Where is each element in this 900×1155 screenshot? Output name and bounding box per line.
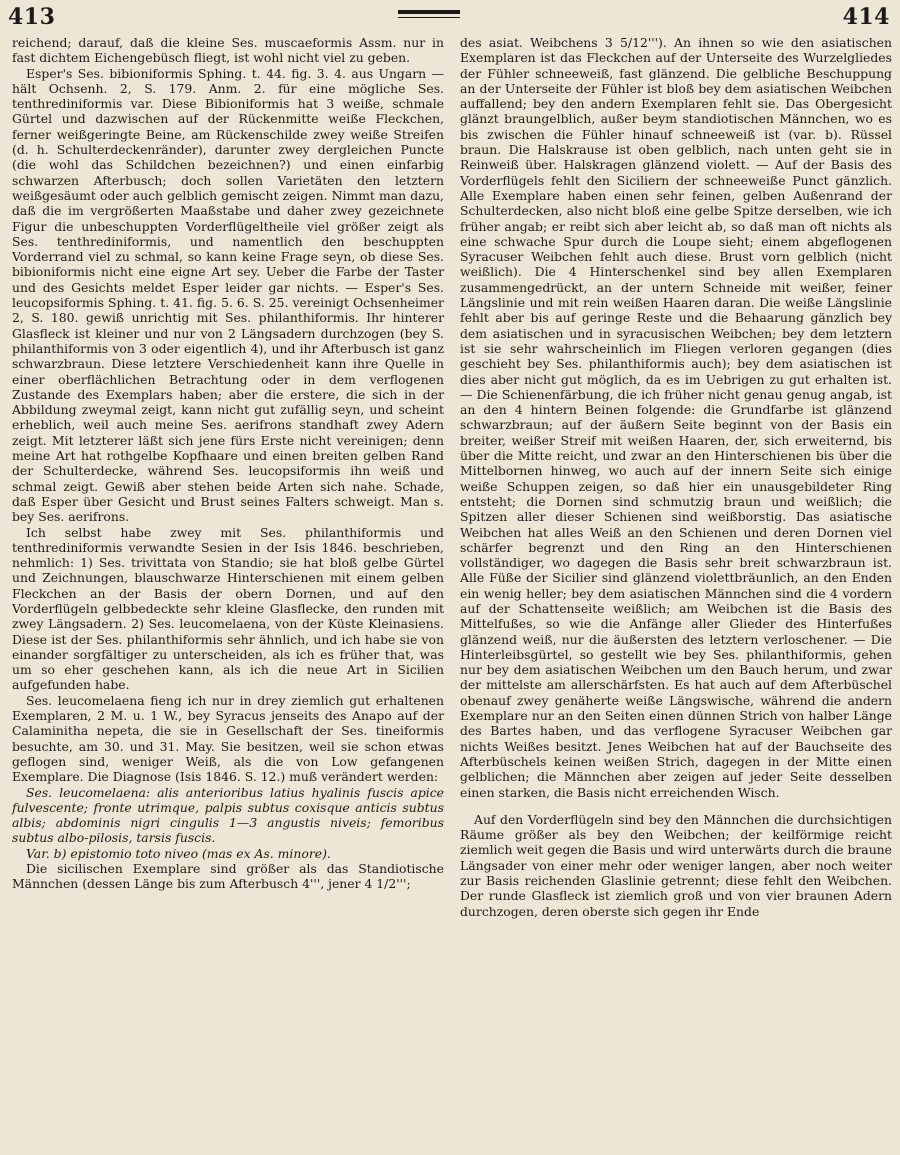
paragraph: Die sicilischen Exemplare sind größer als das Standiotische Männchen (dessen Länge bis zum Afterbusch 4''', jener 4 1/2'''; <box>12 861 444 892</box>
paragraph: Ses. leucomelaena fieng ich nur in drey ziemlich gut erhaltenen Exemplaren, 2 M. u. 1 W., bey Syracus jenseits des Anapo auf der Calaminitha nepeta, die sie in Gesellschaft der Ses. tineiformis besuchte, am 30. und 31. May. Sie besitzen, weil sie schon etwas geflogen sind, weniger Weiß, als die von Low gefangenen Exemplare. Die Diagnose (Isis 1846. S. 12.) muß verändert werden: <box>12 692 444 785</box>
paragraph: Esper's Ses. bibioniformis Sphing. t. 44. fig. 3. 4. aus Ungarn — hält Ochsenh. 2, S. 179. Anm. 2. für eine mögliche Ses. tenthrediniformis var. Diese Bibioniformis hat 3 weiße, schmale Gürtel und dazwischen auf der Rückenmitte weiße Fleckchen, ferner weißgeringte Beine, am Rückenschilde zwey weiße Streifen (d. h. Schulterdeckenränder), darunter zwey dergleichen Puncte (die wohl das Schildchen bezeichnen?) und einen einfarbig schwarzen Afterbusch; doch sollen Varietäten den letztern weißgesäumt oder auch gelblich gemischt zeigen. Nimmt man dazu, daß die im vergrößerten Maaßstabe und daher zwey gezeichnete Figur die unbeschuppten Vorderflügeltheile viel größer zeigt als Ses. tenthrediniformis, und namentlich den beschuppten Vorderrand viel zu schmal, so kann keine Frage seyn, ob diese Ses. bibioniformis nicht eine eigne Art sey. Ueber die Farbe der Taster und des Gesichts meldet Esper leider gar nichts. — Esper's Ses. leucopsiformis Sphing. t. 41. fig. 5. 6. S. 25. vereinigt Ochsenheimer 2, S. 180. gewiß unrichtig mit Ses. philanthiformis. Ihr hinterer Glasfleck ist kleiner und nur von 2 Längsadern durchzogen (bey S. philanthiformis von 3 oder eigentlich 4), und ihr Afterbusch ist ganz schwarzbraun. Diese letztere Verschiedenheit kann ihre Quelle in einer oberflächlichen Betrachtung oder in dem verflogenen Zustande des Exemplars haben; aber die erstere, die sich in der Abbildung zweymal zeigt, kann nicht gut zufällig seyn, und scheint erheblich, weil auch meine Ses. aerifrons standhaft zwey Adern zeigt. Mit letzterer läßt sich jene fürs Erste nicht vereinigen; denn meine Art hat rothgelbe Kopfhaare und einen breiten gelben Rand der Schulterdecke, während Ses. leucopsiformis ihn weiß und schmal zeigt. Gewiß aber stehen beide Arten sich nahe. Schade, daß Esper über Gesicht und Brust seines Falters schweigt. Man s. bey Ses. aerifrons. <box>12 65 444 525</box>
paragraph: Ich selbst habe zwey mit Ses. philanthiformis und tenthrediniformis verwandte Sesien in der Isis 1846. beschrieben, nehmlich: 1) Ses. trivittata von Standio; sie hat bloß gelbe Gürtel und Zeichnungen, blauschwarze Hinterschienen mit einem gelben Fleckchen an der Basis der obern Dornen, und auf den Vorderflügeln gelbbedeckte sehr kleine Glasflecke, den runden mit zwey Längsadern. 2) Ses. leucomelaena, von der Küste Kleinasiens. Diese ist der Ses. philanthiformis sehr ähnlich, und ich habe sie von einander sorgfältiger zu unterscheiden, als ich es früher that, was um so eher geschehen kann, als ich die neue Art in Sicilien aufgefunden habe. <box>12 524 444 693</box>
header-rule-thick <box>398 10 460 14</box>
latin-diagnosis: Ses. leucomelaena: alis anterioribus latius hyalinis fuscis apice fulvescente; fronte utrimque, palpis subtus coxisque anticis subtus albis; abdominis nigri cingulis 1—3 angustis niveis; femoribus subtus albo-pilosis, tarsis fuscis. <box>12 784 444 846</box>
page-number-right: 414 <box>842 4 890 30</box>
left-column <box>12 35 444 892</box>
latin-variety: Var. b) epistomio toto niveo (mas ex As. minore). <box>26 845 331 861</box>
paragraph: Auf den Vorderflügeln sind bey den Männchen die durchsichtigen Räume größer als bey den Weibchen; der keilförmige reicht ziemlich weit gegen die Basis und wird unterwärts durch die braune Längsader von einer mehr oder weniger langen, aber noch weiter zur Basis reichenden Glaslinie getrennt; diese fehlt den Weibchen. Der runde Glasfleck ist ziemlich groß und von vier braunen Adern durchzogen, deren oberste sich gegen ihr Ende <box>460 811 892 919</box>
page-number-left: 413 <box>8 4 56 30</box>
paragraph: reichend; darauf, daß die kleine Ses. muscaeformis Assm. nur in fast dichtem Eichengebüsch fliegt, ist wohl nicht viel zu geben. <box>12 35 444 66</box>
paragraph: des asiat. Weibchens 3 5/12'''). An ihnen so wie den asiatischen Exemplaren ist das Fleckchen auf der Unterseite des Wurzelgliedes der Fühler schneeweiß, fast glänzend. Die gelbliche Beschuppung an der Unterseite der Fühler ist bloß bey dem asiatischen Weibchen auffallend; bey den andern Exemplaren fehlt sie. Das Obergesicht glänzt braungelblich, außer beym standiotischen Männchen, wo es bis zwischen die Fühler hinauf schneeweiß ist (var. b). Rüssel braun. Die Halskrause ist oben gelblich, nach unten geht sie in Reinweiß über. Halskragen glänzend violett. — Auf der Basis des Vorderflügels fehlt den Siciliern der schneeweiße Punct gänzlich. Alle Exemplare haben einen sehr feinen, gelben Außenrand der Schulterdecken, also nicht bloß eine gelbe Spitze derselben, wie ich früher angab; er reibt sich aber leicht ab, so daß man oft nichts als eine schwache Spur durch die Loupe sieht; einem abgeflogenen Syracuser Weibchen fehlt auch diese. Brust vorn gelblich (nicht weißlich). Die 4 Hinterschenkel sind bey allen Exemplaren zusammengedrückt, an der untern Schneide mit weißer, feiner Längslinie und mit rein weißen Haaren daran. Die weiße Längslinie fehlt aber bis auf geringe Reste und die Behaarung gänzlich bey dem asiatischen und in syracusischen Weibchen; bey dem letztern ist sie sehr wahrscheinlich im Fliegen verloren gegangen (dies geschieht bey Ses. philanthiformis auch); bey dem asiatischen ist dies aber nicht gut möglich, da es im Uebrigen zu gut erhalten ist. — Die Schienenfärbung, die ich früher nicht genau genug angab, ist an den 4 hintern Beinen folgende: die Grundfarbe ist glänzend schwarzbraun; auf der äußern Seite beginnt von der Basis ein breiter, weißer Streif mit weißen Haaren, der, sich erweiternd, bis über die Mitte reicht, und zwar an den Hinterschienen bis über die Mittelbornen hinweg, wo auch auf der innern Seite sich einige weiße Schuppen zeigen, so daß hier ein unausgebildeter Ring entsteht; die Dornen sind schmutzig braun und weißlich; die Spitzen aller dieser Schienen sind weißborstig. Das asiatische Weibchen hat alles Weiß an den Schienen und deren Dornen viel schärfer begrenzt und den Ring an den Hinterschienen vollständiger, wo dagegen die Basis sehr breit schwarzbraun ist. Alle Füße der Sicilier sind glänzend violettbräunlich, an den Enden ein wenig heller; bey dem asiatischen Männchen sind die 4 vordern auf der Schattenseite weißlich; am Weibchen ist die Basis des Mittelfußes, so wie die Anfänge aller Glieder des Hinterfußes glänzend weiß, nur die äußersten des letztern verloschener. — Die Hinterleibsgürtel, so gestellt wie bey Ses. philanthiformis, gehen nur bey dem asiatischen Weibchen um den Bauch herum, und zwar der mittelste am allerschärfsten. Es hat auch auf dem Afterbüschel obenauf zwey genäherte weiße Längswische, während die andern Exemplare nur an den Seiten einen dünnen Strich von halber Länge des Bartes haben, und das verflogene Syracuser Weibchen gar nichts Weißes besitzt. Jenes Weibchen hat auf der Bauchseite des Afterbüschels keinen weißen Strich, dagegen in der Mitte einen gelblichen; die Männchen aber zeigen auf jeder Seite desselben einen starken, die Basis nicht erreichenden Wisch. <box>460 35 892 800</box>
header-rule-thin <box>398 17 460 18</box>
page-header <box>0 0 900 34</box>
right-column <box>460 35 892 919</box>
